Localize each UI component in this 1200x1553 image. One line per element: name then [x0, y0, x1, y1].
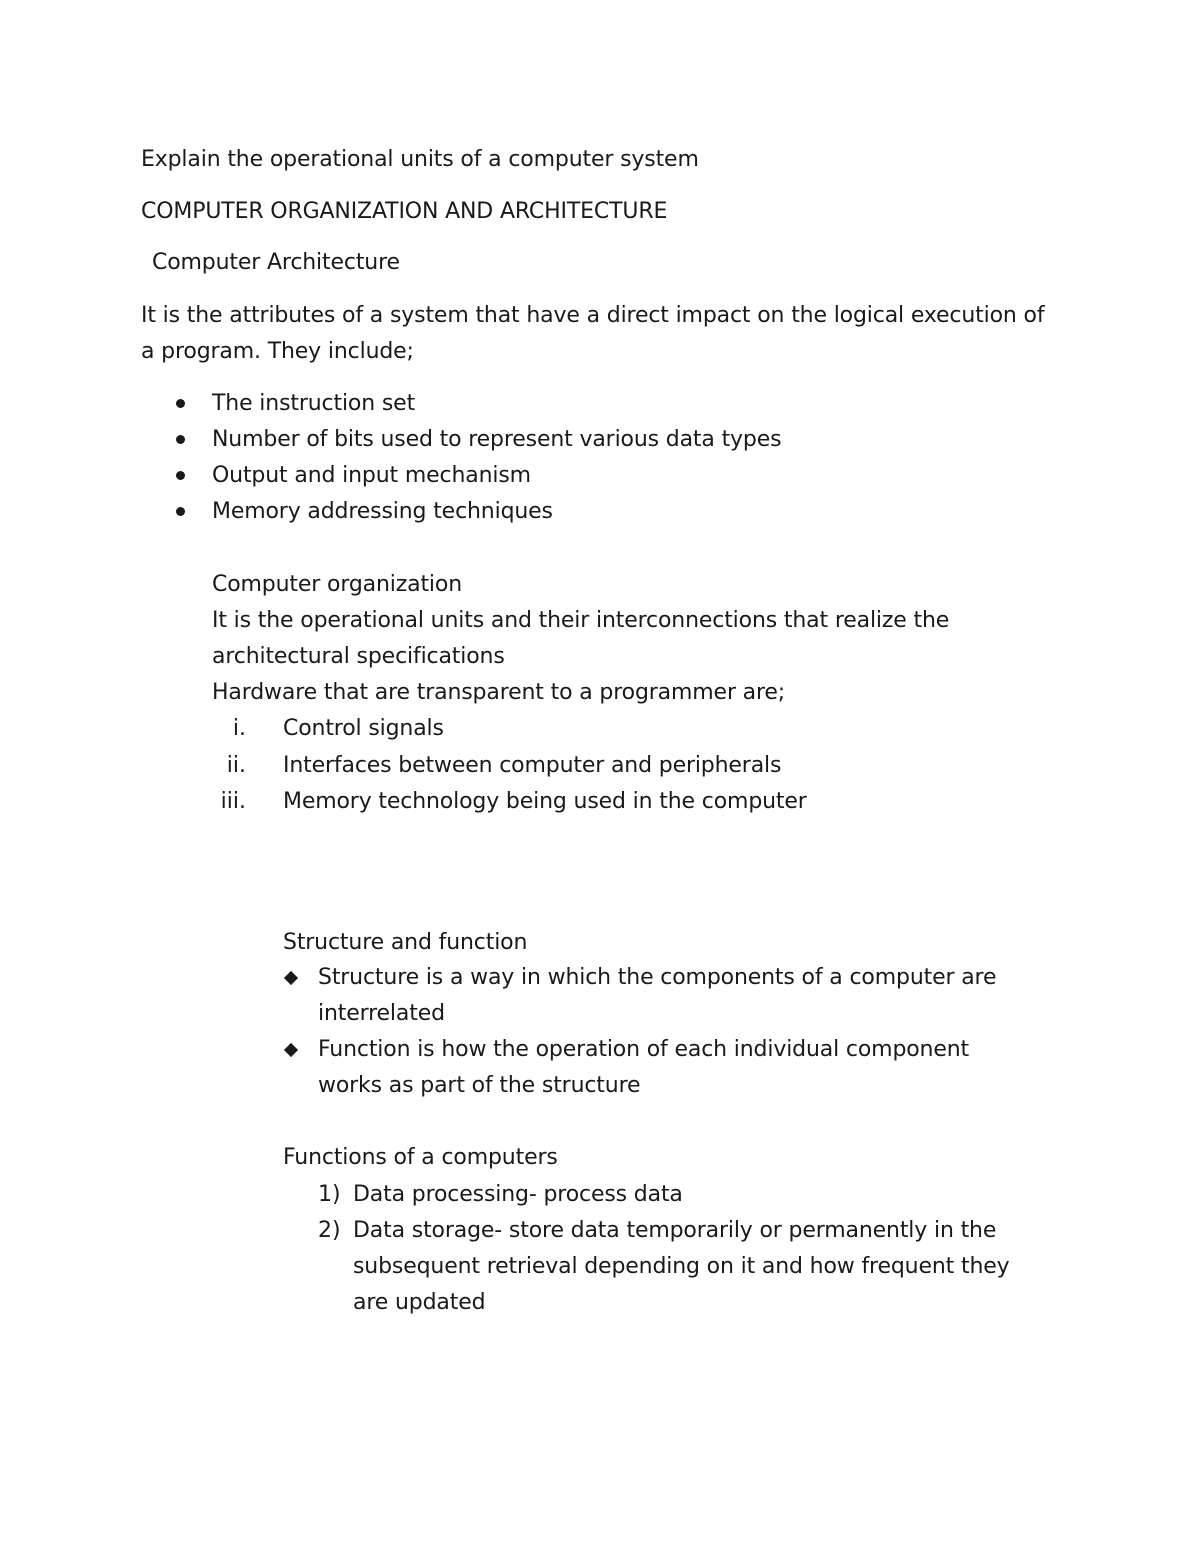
bullet-icon [176, 435, 185, 444]
list-marker: iii. [220, 789, 246, 814]
function-item: Data processing- process data [353, 1182, 683, 1207]
structure-item-line1: Structure is a way in which the components of a computer are [318, 965, 997, 990]
structure-item-line2: interrelated [318, 1001, 445, 1026]
bullet-icon [176, 399, 185, 408]
architecture-definition-line2: a program. They include; [141, 339, 414, 364]
function-item-line1: Data storage- store data temporarily or permanently in the [353, 1218, 997, 1243]
hardware-intro: Hardware that are transparent to a programmer are; [212, 680, 786, 705]
organization-definition-line1: It is the operational units and their interconnections that realize the [212, 608, 950, 633]
architecture-definition-line1: It is the attributes of a system that have a direct impact on the logical execution of [141, 303, 1045, 328]
structure-item-line1: Function is how the operation of each individual component [318, 1037, 970, 1062]
list-marker: 1) [318, 1182, 341, 1207]
architecture-item: The instruction set [212, 391, 416, 416]
organization-item: Interfaces between computer and peripherals [283, 753, 782, 778]
organization-title: Computer organization [212, 572, 463, 597]
architecture-item: Memory addressing techniques [212, 499, 553, 524]
architecture-item: Number of bits used to represent various data types [212, 427, 782, 452]
list-marker: ii. [226, 753, 246, 778]
architecture-item: Output and input mechanism [212, 463, 531, 488]
list-marker: 2) [318, 1218, 341, 1243]
organization-item: Control signals [283, 716, 444, 741]
function-item-line3: are updated [353, 1290, 486, 1315]
function-item-line2: subsequent retrieval depending on it and how frequent they [353, 1254, 1010, 1279]
organization-definition-line2: architectural specifications [212, 644, 505, 669]
structure-item-line2: works as part of the structure [318, 1073, 641, 1098]
bullet-icon [176, 471, 185, 480]
architecture-title: Computer Architecture [152, 250, 400, 275]
organization-item: Memory technology being used in the computer [283, 789, 807, 814]
functions-title: Functions of a computers [283, 1145, 558, 1170]
list-marker: i. [232, 716, 246, 741]
document-heading: COMPUTER ORGANIZATION AND ARCHITECTURE [141, 199, 668, 224]
question-text: Explain the operational units of a computer system [141, 147, 699, 172]
structure-title: Structure and function [283, 930, 528, 955]
bullet-icon [176, 507, 185, 516]
diamond-bullet-icon [284, 1043, 298, 1057]
diamond-bullet-icon [284, 971, 298, 985]
